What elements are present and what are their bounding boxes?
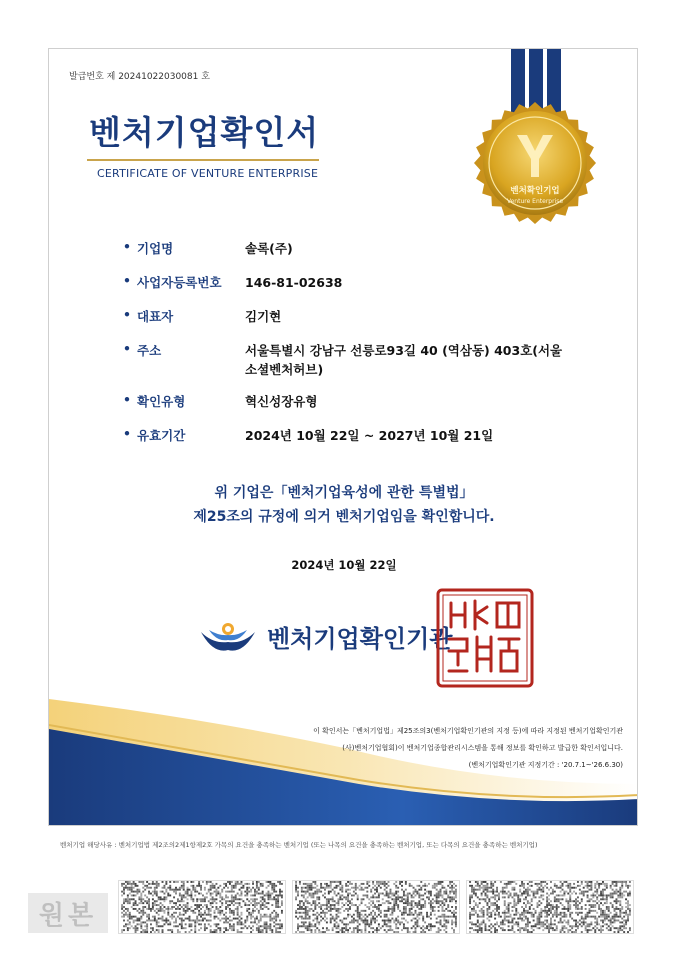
field-row-company <box>123 239 583 258</box>
medal-text: 벤처확인기업 <box>510 186 560 196</box>
field-label: 확인유형 <box>137 394 186 409</box>
field-label: 대표자 <box>137 309 174 324</box>
bullet-icon: • <box>123 273 131 288</box>
issuer-block <box>197 619 452 654</box>
field-label: 기업명 <box>137 241 174 256</box>
field-value: 146-81-02638 <box>245 275 343 290</box>
bullet-icon: • <box>123 341 131 356</box>
medal-subtext: Venture Enterprise <box>506 198 564 205</box>
field-value: 솔록(주) <box>245 241 293 256</box>
verification-code-1 <box>118 880 286 934</box>
bullet-icon: • <box>123 426 131 441</box>
verification-code-2 <box>292 880 460 934</box>
certificate-title: 벤처기업확인서 <box>89 113 320 152</box>
venture-reason-note: 벤처기업 해당사유 : 벤처기업법 제2조의2제1항제2호 가목의 요건을 충족하는 벤처기업 (또는 나목의 요건을 충족하는 벤처기업, 또는 다목의 요건을 충족하는 벤처기업) <box>60 841 538 849</box>
decorative-wave <box>49 689 638 826</box>
field-label: 사업자등록번호 <box>137 275 222 290</box>
issuer-name: 벤처기업확인기관 <box>267 625 453 653</box>
issue-date: 2024년 10월 22일 <box>291 558 397 572</box>
field-row-address <box>123 341 583 379</box>
bullet-icon: • <box>123 307 131 322</box>
field-value: 혁신성장유형 <box>245 394 318 409</box>
footnote-line-1: 이 확인서는「벤처기업법」제25조의3(벤처기업확인기관의 지정 등)에 따라 지정된 벤처기업확인기관 <box>313 727 623 735</box>
field-value: 서울특별시 강남구 선릉로93길 40 (역삼동) 403호(서울 소셜벤처허브) <box>245 343 563 377</box>
footnote-line-3: (벤처기업확인기관 지정기간 : '20.7.1~'26.6.30) <box>468 761 623 769</box>
issue-number: 발급번호 제 20241022030081 호 <box>69 72 210 82</box>
field-row-representative <box>123 307 583 326</box>
field-value: 2024년 10월 22일 ~ 2027년 10월 21일 <box>245 428 494 443</box>
venture-medal-icon <box>473 101 597 225</box>
certificate-subtitle: CERTIFICATE OF VENTURE ENTERPRISE <box>97 167 319 180</box>
footnote-line-2: (사)벤처기업협회)이 벤처기업종합관리시스템을 통해 정보를 확인하고 발급한 확인서입니다. <box>342 744 623 752</box>
field-label: 주소 <box>137 343 162 358</box>
field-label: 유효기간 <box>137 428 186 443</box>
original-mark: 원본 <box>28 893 108 933</box>
field-row-business-number <box>123 273 583 292</box>
certificate-document <box>48 48 638 826</box>
statement-line-2: 제25조의 규정에 의거 벤처기업임을 확인합니다. <box>193 509 495 525</box>
verification-code-3 <box>466 880 634 934</box>
title-underline <box>87 159 319 161</box>
statement-line-1: 위 기업은「벤처기업육성에 관한 특별법」 <box>214 485 474 501</box>
issuer-logo-icon <box>197 620 259 654</box>
certification-statement <box>49 481 638 529</box>
bullet-icon: • <box>123 392 131 407</box>
bullet-icon: • <box>123 239 131 254</box>
field-row-type <box>123 392 583 411</box>
field-value: 김기현 <box>245 309 282 324</box>
certificate-fields <box>123 239 583 459</box>
official-seal-icon <box>435 587 535 689</box>
field-row-validity <box>123 426 583 445</box>
